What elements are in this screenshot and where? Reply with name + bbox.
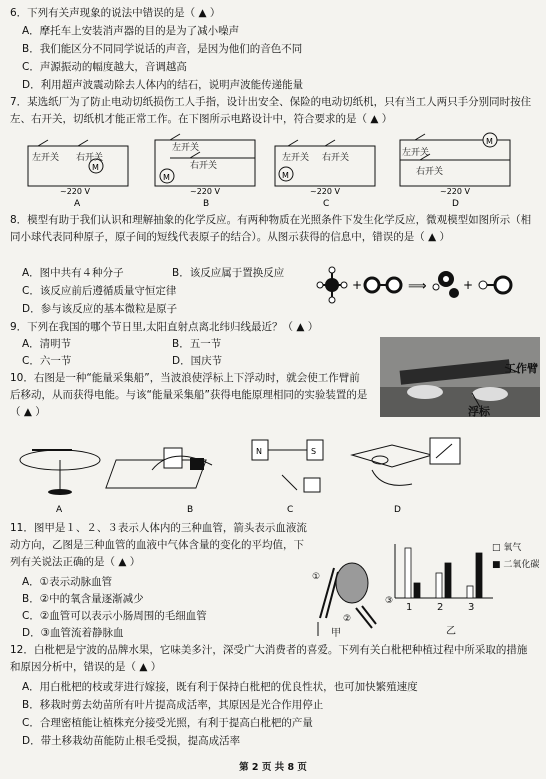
label-work-arm: 工作臂 <box>505 362 538 375</box>
q11-option-a: A．①表示动脉血管 <box>22 576 113 588</box>
svg-text:+: + <box>463 278 474 292</box>
q7-circuits <box>20 136 530 209</box>
svg-text:⟹: ⟹ <box>408 279 427 294</box>
legend-co2: ■ 二氧化碳 <box>492 560 540 570</box>
svg-text:~220 V: ~220 V <box>190 187 220 196</box>
svg-text:A: A <box>56 505 63 515</box>
q8-molecule-model <box>318 265 533 305</box>
svg-text:B: B <box>203 199 210 209</box>
svg-text:N: N <box>256 447 262 456</box>
q11-option-b: B．②中的氧含量逐渐减少 <box>22 593 144 605</box>
svg-text:~220 V: ~220 V <box>310 187 340 196</box>
apparatus-c <box>252 440 323 515</box>
bar-oxygen-3 <box>467 586 473 598</box>
q11-option-d: D．③血管流着静脉血 <box>22 627 124 639</box>
d-right-switch: 右开关 <box>416 167 444 177</box>
q9-option-c: C．六一节 <box>22 355 72 367</box>
bar-co2-2 <box>445 563 451 598</box>
q8-option-c: C．该反应前后遵循质量守恒定律 <box>22 285 177 297</box>
apparatus-a <box>20 450 100 515</box>
q8-option-b: B．该反应属于置换反应 <box>172 267 285 279</box>
apparatus-d <box>352 438 460 515</box>
q8-option-a: A．图中共有４种分子 <box>22 267 124 279</box>
svg-text:M: M <box>282 171 289 180</box>
svg-text:A: A <box>74 199 81 209</box>
svg-text:M: M <box>92 163 99 172</box>
label-float: 浮标 <box>468 405 490 418</box>
svg-text:~220 V: ~220 V <box>60 187 90 196</box>
figure-yi-label: 乙 <box>446 626 456 637</box>
svg-text:B: B <box>187 505 194 515</box>
q6-option-d: D．利用超声波震动除去人体内的结石，说明声波能传递能量 <box>22 79 304 91</box>
bar-oxygen-2 <box>436 573 442 598</box>
c-right-switch: 右开关 <box>322 153 350 163</box>
q11-stem: 11．图甲是１、２、３表示人体内的三种血管，箭头表示血液流动方向，乙图是三种血管的血液中气体含量的变化的平均值，下列有关说法正确的是（ ▲ ） <box>10 522 307 568</box>
svg-text:+: + <box>352 278 363 292</box>
q9-option-a: A．清明节 <box>22 338 72 350</box>
legend-oxygen: □ 氧气 <box>492 543 522 553</box>
vessel-1: ① <box>312 572 321 582</box>
q10-apparatus <box>12 430 532 515</box>
svg-text:C: C <box>287 505 294 515</box>
b-right-switch: 右开关 <box>190 161 218 171</box>
q12-option-c: C．合理密植能让植株充分接受光照，有利于提高白枇杷的产量 <box>22 717 313 729</box>
vessel-diagram-jia <box>312 548 392 638</box>
c-left-switch: 左开关 <box>282 153 310 163</box>
q9-stem: 9．下列在我国的哪个节日里,太阳直射点离北纬归线最近？（ ▲ ） <box>10 321 319 333</box>
apparatus-b <box>106 448 212 515</box>
svg-text:S: S <box>311 447 317 456</box>
bar-group-3: 3 <box>468 602 475 613</box>
bar-co2-1 <box>414 583 420 598</box>
bar-group-1: 1 <box>406 602 413 613</box>
bar-group-2: 2 <box>437 602 444 613</box>
a-left-switch: 左开关 <box>32 153 60 163</box>
page-footer: 第 2 页 共 8 页 <box>239 762 307 773</box>
svg-text:D: D <box>452 199 459 209</box>
q9-option-d: D．国庆节 <box>172 355 223 367</box>
q8-option-d: D．参与该反应的基本微粒是原子 <box>22 303 178 315</box>
svg-text:C: C <box>323 199 330 209</box>
b-left-switch: 左开关 <box>172 143 200 153</box>
bar-oxygen-1 <box>405 548 411 598</box>
q12-option-b: B．移栽时剪去幼苗所有叶片提高成活率，其原因是光合作用停止 <box>22 699 324 711</box>
circuit-b <box>155 134 255 209</box>
q12-option-a: A．用白枇杷的枝或芽进行嫁接，既有利于保持白枇杷的优良性状，也可加快繁殖速度 <box>22 681 418 693</box>
figure-jia-label: 甲 <box>331 628 341 639</box>
svg-text:D: D <box>394 505 401 515</box>
q6-option-b: B．我们能区分不同同学说话的声音，是因为他们的音色不同 <box>22 43 303 55</box>
d-left-switch: 左开关 <box>402 148 430 158</box>
q7-stem: 7．某选纸厂为了防止电动切纸损伤工人手指，设计出安全、保险的电动切纸机，只有当工人两只手分别同时按住左、右开关，切纸机才能正常工作。在下图所示电路设计中，符合要求的是（ ▲ ） <box>10 96 532 125</box>
vessel-2: ② <box>343 614 352 624</box>
energy-boat-photo <box>380 337 540 417</box>
q9-option-b: B．五一节 <box>172 338 222 350</box>
vessel-3: ③ <box>385 596 394 606</box>
q6-stem: 6．下列有关声现象的说法中错误的是（ ▲ ） <box>10 7 221 19</box>
q11-option-c: C．②血管可以表示小肠周围的毛细血管 <box>22 610 207 622</box>
bar-co2-3 <box>476 553 482 598</box>
q6-option-c: C．声源振动的幅度越大，音调越高 <box>22 61 187 73</box>
svg-text:~220 V: ~220 V <box>440 187 470 196</box>
q10-stem: 10．右图是一种“能量采集船”，当波浪使浮标上下浮动时，就会使工作臂前后移动，从而获得电能。与该“能量采集船”获得电能原理相同的实验装置的是（ ▲ ） <box>10 372 368 418</box>
q12-option-d: D．带土移栽幼苗能防止根毛受损，提高成活率 <box>22 735 241 747</box>
svg-text:M: M <box>163 173 170 182</box>
q12-stem: 12．白枇杷是宁波的品牌水果，它味美多汁，深受广大消费者的喜爱。下列有关白枇杷种植过程中所采取的措施和原因分析中，错误的是（ ▲ ） <box>10 644 528 673</box>
svg-text:M: M <box>486 137 493 146</box>
a-right-switch: 右开关 <box>76 153 104 163</box>
q6-option-a: A．摩托车上安装消声器的目的是为了减小噪声 <box>22 25 240 37</box>
q8-stem: 8．模型有助于我们认识和理解抽象的化学反应。有两种物质在光照条件下发生化学反应，微观模型如图所示（相同小球代表同种原子，原子间的短线代表原子的结合）。从图示获得的信息中，错误的是（ ▲ ） <box>10 214 532 243</box>
